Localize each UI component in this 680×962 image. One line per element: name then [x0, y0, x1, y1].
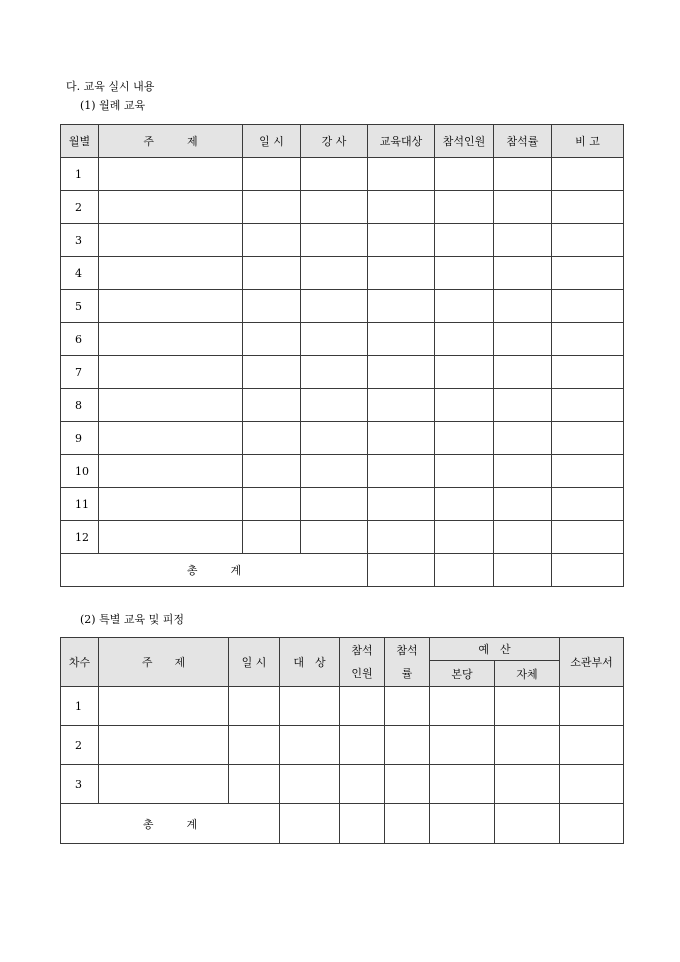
table-row — [61, 455, 624, 488]
header-rate-bottom: 률 — [401, 667, 413, 680]
department-cell[interactable] — [560, 765, 624, 804]
header-attendees-top: 참석 — [351, 644, 373, 657]
lecturer-cell[interactable] — [301, 191, 368, 224]
budget-own-cell[interactable] — [495, 687, 560, 726]
topic-cell[interactable] — [99, 422, 243, 455]
date-cell[interactable] — [243, 488, 301, 521]
note-cell[interactable] — [552, 389, 624, 422]
header-topic: 주 제 — [99, 125, 243, 158]
budget-main-cell[interactable] — [430, 765, 495, 804]
budget-own-cell[interactable] — [495, 765, 560, 804]
note-cell[interactable] — [552, 488, 624, 521]
lecturer-cell[interactable] — [301, 356, 368, 389]
lecturer-cell[interactable] — [301, 455, 368, 488]
audience-cell[interactable] — [368, 191, 435, 224]
audience-cell[interactable] — [368, 224, 435, 257]
date-cell[interactable] — [243, 191, 301, 224]
attendees-cell[interactable] — [435, 224, 494, 257]
rate-cell[interactable] — [494, 356, 552, 389]
table-row — [61, 488, 624, 521]
rate-cell[interactable] — [494, 290, 552, 323]
audience-cell[interactable] — [368, 389, 435, 422]
department-cell[interactable] — [560, 687, 624, 726]
header-round: 차수 — [61, 638, 99, 687]
header-rate-top: 참석 — [396, 644, 418, 657]
table-header-row — [61, 638, 624, 661]
table-row — [61, 422, 624, 455]
header-note: 비 고 — [552, 125, 624, 158]
audience-cell[interactable] — [368, 455, 435, 488]
rate-cell[interactable] — [385, 765, 430, 804]
month-cell: 5 — [61, 290, 99, 323]
date-cell[interactable] — [243, 389, 301, 422]
header-rate — [385, 638, 430, 687]
total-attendees-cell[interactable] — [340, 804, 385, 844]
audience-cell[interactable] — [368, 257, 435, 290]
audience-cell[interactable] — [368, 356, 435, 389]
date-cell[interactable] — [229, 687, 280, 726]
topic-cell[interactable] — [99, 687, 229, 726]
topic-cell[interactable] — [99, 765, 229, 804]
audience-cell[interactable] — [368, 290, 435, 323]
note-cell[interactable] — [552, 191, 624, 224]
audience-cell[interactable] — [368, 158, 435, 191]
attendees-cell[interactable] — [340, 687, 385, 726]
lecturer-cell[interactable] — [301, 257, 368, 290]
date-cell[interactable] — [243, 356, 301, 389]
rate-cell[interactable] — [494, 158, 552, 191]
audience-cell[interactable] — [368, 323, 435, 356]
date-cell[interactable] — [243, 224, 301, 257]
note-cell[interactable] — [552, 224, 624, 257]
total-rate-cell[interactable] — [494, 554, 552, 587]
note-cell[interactable] — [552, 455, 624, 488]
table-row — [61, 323, 624, 356]
section-heading-monthly: (1) 월례 교육 — [80, 99, 146, 112]
topic-cell[interactable] — [99, 323, 243, 356]
monthly-education-table — [60, 124, 624, 587]
topic-cell[interactable] — [99, 521, 243, 554]
table-row — [61, 290, 624, 323]
attendees-cell[interactable] — [340, 765, 385, 804]
header-budget: 예 산 — [430, 638, 560, 661]
month-cell: 6 — [61, 323, 99, 356]
month-cell: 11 — [61, 488, 99, 521]
budget-main-cell[interactable] — [430, 687, 495, 726]
total-rate-cell[interactable] — [385, 804, 430, 844]
header-audience: 교육대상 — [368, 125, 435, 158]
lecturer-cell[interactable] — [301, 389, 368, 422]
topic-cell[interactable] — [99, 191, 243, 224]
topic-cell[interactable] — [99, 455, 243, 488]
total-budget-own-cell[interactable] — [495, 804, 560, 844]
header-rate: 참석률 — [494, 125, 552, 158]
table-row — [61, 356, 624, 389]
table-row — [61, 389, 624, 422]
total-attendees-cell[interactable] — [435, 554, 494, 587]
lecturer-cell[interactable] — [301, 290, 368, 323]
total-department-cell[interactable] — [560, 804, 624, 844]
note-cell[interactable] — [552, 290, 624, 323]
section-heading-special: (2) 특별 교육 및 피정 — [80, 613, 184, 626]
attendees-cell[interactable] — [435, 455, 494, 488]
header-attendees-bottom: 인원 — [351, 667, 373, 680]
total-label: 총 계 — [61, 554, 368, 587]
audience-cell[interactable] — [368, 488, 435, 521]
attendees-cell[interactable] — [435, 323, 494, 356]
total-row — [61, 804, 624, 844]
note-cell[interactable] — [552, 521, 624, 554]
month-cell: 12 — [61, 521, 99, 554]
date-cell[interactable] — [243, 323, 301, 356]
month-cell: 1 — [61, 158, 99, 191]
topic-cell[interactable] — [99, 389, 243, 422]
attendees-cell[interactable] — [435, 257, 494, 290]
date-cell[interactable] — [243, 257, 301, 290]
round-cell: 2 — [61, 726, 99, 765]
header-month: 월별 — [61, 125, 99, 158]
lecturer-cell[interactable] — [301, 488, 368, 521]
rate-cell[interactable] — [494, 224, 552, 257]
lecturer-cell[interactable] — [301, 521, 368, 554]
topic-cell[interactable] — [99, 224, 243, 257]
attendees-cell[interactable] — [435, 158, 494, 191]
topic-cell[interactable] — [99, 488, 243, 521]
target-cell[interactable] — [280, 765, 340, 804]
rate-cell[interactable] — [385, 687, 430, 726]
rate-cell[interactable] — [494, 521, 552, 554]
month-cell: 9 — [61, 422, 99, 455]
header-attendees — [340, 638, 385, 687]
total-budget-main-cell[interactable] — [430, 804, 495, 844]
header-topic: 주 제 — [99, 638, 229, 687]
total-target-cell[interactable] — [280, 804, 340, 844]
table-row — [61, 224, 624, 257]
rate-cell[interactable] — [494, 488, 552, 521]
attendees-cell[interactable] — [435, 290, 494, 323]
total-label: 총 계 — [61, 804, 280, 844]
total-row — [61, 554, 624, 587]
table-row — [61, 158, 624, 191]
date-cell[interactable] — [229, 726, 280, 765]
header-department: 소관부서 — [560, 638, 624, 687]
section-heading-main: 다. 교육 실시 내용 — [66, 80, 155, 93]
header-attendees: 참석인원 — [435, 125, 494, 158]
header-budget-own: 자체 — [495, 661, 560, 687]
round-cell: 3 — [61, 765, 99, 804]
topic-cell[interactable] — [99, 158, 243, 191]
table-row — [61, 521, 624, 554]
table-row — [61, 257, 624, 290]
round-cell: 1 — [61, 687, 99, 726]
rate-cell[interactable] — [385, 726, 430, 765]
attendees-cell[interactable] — [435, 356, 494, 389]
month-cell: 3 — [61, 224, 99, 257]
topic-cell[interactable] — [99, 257, 243, 290]
budget-own-cell[interactable] — [495, 726, 560, 765]
attendees-cell[interactable] — [340, 726, 385, 765]
attendees-cell[interactable] — [435, 488, 494, 521]
month-cell: 4 — [61, 257, 99, 290]
special-education-table — [60, 637, 624, 844]
attendees-cell[interactable] — [435, 521, 494, 554]
note-cell[interactable] — [552, 257, 624, 290]
table-row — [61, 687, 624, 726]
total-note-cell[interactable] — [552, 554, 624, 587]
attendees-cell[interactable] — [435, 389, 494, 422]
attendees-cell[interactable] — [435, 422, 494, 455]
audience-cell[interactable] — [368, 521, 435, 554]
month-cell: 10 — [61, 455, 99, 488]
rate-cell[interactable] — [494, 257, 552, 290]
lecturer-cell[interactable] — [301, 323, 368, 356]
target-cell[interactable] — [280, 687, 340, 726]
total-audience-cell[interactable] — [368, 554, 435, 587]
date-cell[interactable] — [243, 455, 301, 488]
topic-cell[interactable] — [99, 726, 229, 765]
lecturer-cell[interactable] — [301, 422, 368, 455]
topic-cell[interactable] — [99, 290, 243, 323]
table-row — [61, 191, 624, 224]
header-lecturer: 강 사 — [301, 125, 368, 158]
budget-main-cell[interactable] — [430, 726, 495, 765]
audience-cell[interactable] — [368, 422, 435, 455]
date-cell[interactable] — [243, 422, 301, 455]
month-cell: 8 — [61, 389, 99, 422]
date-cell[interactable] — [243, 158, 301, 191]
note-cell[interactable] — [552, 422, 624, 455]
month-cell: 7 — [61, 356, 99, 389]
header-target: 대 상 — [280, 638, 340, 687]
rate-cell[interactable] — [494, 389, 552, 422]
table-row — [61, 765, 624, 804]
header-budget-main: 본당 — [430, 661, 495, 687]
date-cell[interactable] — [243, 290, 301, 323]
rate-cell[interactable] — [494, 422, 552, 455]
department-cell[interactable] — [560, 726, 624, 765]
rate-cell[interactable] — [494, 323, 552, 356]
note-cell[interactable] — [552, 356, 624, 389]
note-cell[interactable] — [552, 158, 624, 191]
lecturer-cell[interactable] — [301, 224, 368, 257]
month-cell: 2 — [61, 191, 99, 224]
rate-cell[interactable] — [494, 191, 552, 224]
topic-cell[interactable] — [99, 356, 243, 389]
header-date: 일 시 — [229, 638, 280, 687]
target-cell[interactable] — [280, 726, 340, 765]
note-cell[interactable] — [552, 323, 624, 356]
table-row — [61, 726, 624, 765]
table-header-row — [61, 125, 624, 158]
attendees-cell[interactable] — [435, 191, 494, 224]
date-cell[interactable] — [243, 521, 301, 554]
header-date: 일 시 — [243, 125, 301, 158]
lecturer-cell[interactable] — [301, 158, 368, 191]
rate-cell[interactable] — [494, 455, 552, 488]
date-cell[interactable] — [229, 765, 280, 804]
